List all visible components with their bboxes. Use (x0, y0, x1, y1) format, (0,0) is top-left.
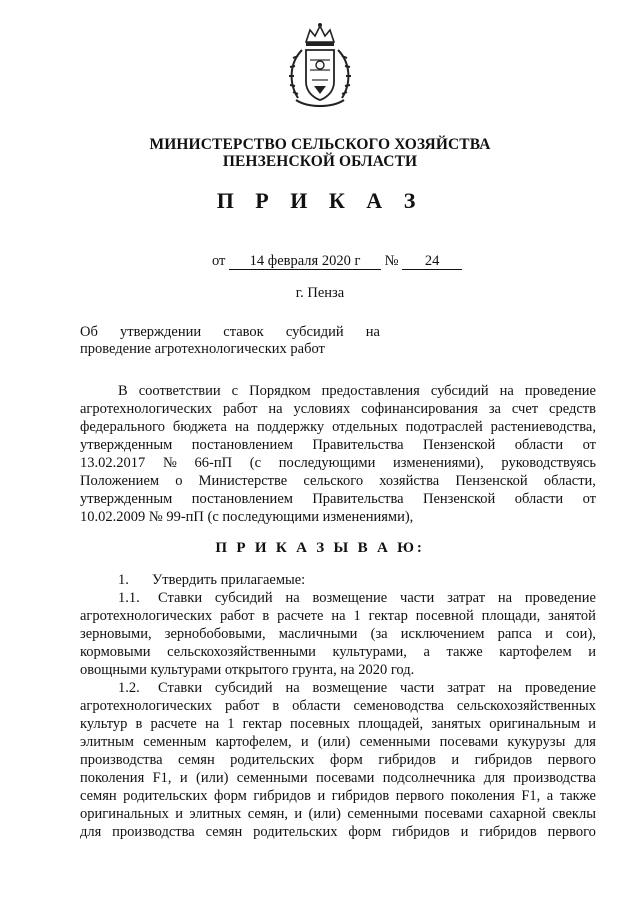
word: сои), (566, 626, 596, 642)
word: зернобобовыми, (164, 626, 266, 642)
word: также (446, 644, 483, 660)
coat-of-arms-icon (284, 20, 356, 110)
word: В (118, 383, 128, 399)
word: 13.02.2017 (80, 455, 146, 471)
word: кукурузы (507, 734, 566, 750)
word: гибридов (378, 752, 436, 768)
ministry-line-1: МИНИСТЕРСТВО СЕЛЬСКОГО ХОЗЯЙСТВА (149, 136, 491, 153)
word: Положением (80, 473, 160, 489)
subject-line-1 (80, 324, 380, 341)
preamble-line (80, 490, 596, 508)
word: хозяйства (379, 473, 440, 489)
item-1-2-line (80, 697, 596, 715)
word: утвержденным (80, 491, 173, 507)
preamble-line (80, 382, 596, 400)
word: (или) (317, 734, 351, 750)
word: руководствуясь (501, 455, 596, 471)
word: гибридов (392, 824, 450, 840)
word: первого (547, 824, 596, 840)
subject-word: ставок (223, 324, 264, 340)
word: первого (395, 788, 445, 804)
item-1-2-line (80, 733, 596, 751)
word: посевами (439, 734, 499, 750)
word: Пензенской (455, 473, 528, 489)
word: утвержденным (80, 437, 173, 453)
word: сельскохозяйственными (167, 644, 316, 660)
word: на (497, 680, 513, 696)
word: посевной (415, 608, 474, 624)
item-number: 1. (118, 572, 129, 588)
word: форм (329, 752, 363, 768)
item-first-line-text (158, 679, 596, 697)
word: агротехнологических (80, 401, 213, 417)
word: проведение (524, 590, 596, 606)
word: и (545, 626, 553, 642)
subject-word: Об (80, 324, 98, 340)
word: сахарной (489, 806, 546, 822)
word: работ (223, 401, 258, 417)
word: постановлением (191, 437, 293, 453)
item-1-2-line (80, 769, 596, 787)
document-subject (80, 324, 380, 358)
word: кормовыми (80, 644, 151, 660)
word: также (559, 788, 596, 804)
preamble-line: 10.02.2009 № 99-пП (с последующими изменениями), (80, 509, 414, 525)
word: проведение (524, 680, 596, 696)
word: поколения (80, 770, 145, 786)
word: от (582, 437, 596, 453)
item-1 (80, 571, 596, 589)
preamble-line (80, 400, 596, 418)
word: родительских (253, 824, 338, 840)
word: оригинальным (489, 716, 581, 732)
word: и (300, 734, 309, 750)
word: федерального (80, 419, 165, 435)
word: для (574, 734, 596, 750)
item-1-2-line (80, 787, 596, 805)
word: сельскохозяйственных (456, 698, 596, 714)
word: семенными (347, 806, 419, 822)
word: (за (370, 626, 388, 642)
word: семян (178, 752, 215, 768)
word: гибридов (331, 788, 390, 804)
word: поколения (450, 788, 515, 804)
date-prefix: от (212, 253, 226, 269)
word: элитным (80, 734, 134, 750)
word: части (400, 680, 435, 696)
word: Ставки (158, 590, 203, 606)
word: на (285, 680, 300, 696)
word: площади, (481, 608, 541, 624)
word: и (451, 752, 460, 768)
word: возмещение (312, 590, 388, 606)
word: элитных (189, 806, 242, 822)
document-number: 24 (402, 253, 462, 270)
word: на (499, 383, 514, 399)
preamble-line (80, 454, 596, 472)
word: Правительства (312, 491, 404, 507)
ministry-name (0, 136, 640, 170)
word: производства (513, 770, 596, 786)
word: отдельных (332, 419, 398, 435)
word: F1, (152, 770, 172, 786)
word: условиях (293, 401, 351, 417)
item-text: Утвердить прилагаемые: (152, 572, 306, 588)
word: семян, (247, 806, 289, 822)
item-1-1-line (80, 589, 596, 607)
word: агротехнологических (80, 698, 213, 714)
word: свеклы (552, 806, 596, 822)
word: посевами (424, 806, 483, 822)
item-1-2-line (80, 679, 596, 697)
word: с (231, 383, 239, 399)
word: средств (549, 401, 596, 417)
word: (с (249, 455, 262, 471)
word: родительских (123, 788, 208, 804)
word: расчете (150, 716, 197, 732)
subject-line-2: проведение агротехнологических работ (80, 341, 325, 357)
order-items (80, 571, 596, 841)
word: площадей, (358, 716, 424, 732)
word: гектар (242, 716, 282, 732)
word: рапса (497, 626, 532, 642)
word: затрат (447, 590, 486, 606)
word: соответствии (138, 383, 221, 399)
word: сельского (303, 473, 364, 489)
word: изменениями), (393, 455, 484, 471)
word: и (179, 770, 188, 786)
word: первого (547, 752, 596, 768)
word: семенными (236, 770, 308, 786)
word: субсидий (214, 680, 273, 696)
item-1-1-line: овощными культурами открытого грунта, на 2020 год. (80, 662, 415, 678)
word: а (423, 644, 430, 660)
word: семенными (359, 734, 431, 750)
word: области (514, 437, 564, 453)
word: картофелем (499, 644, 572, 660)
word: культурами, (332, 644, 407, 660)
preamble-line (80, 418, 596, 436)
order-heading: П Р И К А З Ы В А Ю: (215, 540, 425, 556)
word: (или) (308, 806, 341, 822)
word: субсидий (214, 590, 273, 606)
word: подотраслей (405, 419, 483, 435)
word: занятой (548, 608, 596, 624)
word: (или) (196, 770, 229, 786)
word: софинансирования (361, 401, 478, 417)
subject-word: субсидий (285, 324, 344, 340)
word: расчете (277, 608, 324, 624)
word: и (588, 716, 596, 732)
word: на (497, 590, 513, 606)
word: родительских (230, 752, 315, 768)
word: на (234, 419, 250, 435)
subject-word: утверждении (120, 324, 202, 340)
word: масличными (278, 626, 358, 642)
word: оригинальных (80, 806, 169, 822)
preamble-paragraph (80, 382, 596, 526)
word: производства (112, 824, 195, 840)
word: на (268, 401, 283, 417)
word: поддержку (257, 419, 325, 435)
item-1-1-line (80, 643, 596, 661)
word: на (204, 716, 220, 732)
ministry-line-2: ПЕНЗЕНСКОЙ ОБЛАСТИ (222, 153, 418, 170)
word: картофелем, (215, 734, 292, 750)
subject-word: на (365, 324, 380, 340)
item-1-1-line (80, 607, 596, 625)
word: гибридов (474, 752, 533, 768)
word: в (135, 716, 143, 732)
word: гибридов (479, 824, 537, 840)
item-1-1-line (80, 625, 596, 643)
word: занятых (431, 716, 482, 732)
document-type-title: П Р И К А З (216, 188, 424, 213)
word: области (514, 491, 564, 507)
word: на (285, 590, 300, 606)
word: F1, (521, 788, 541, 804)
date-number-line (212, 253, 462, 270)
word: и (588, 644, 596, 660)
word: форм (348, 824, 382, 840)
word: области, (543, 473, 596, 489)
number-prefix: № (384, 253, 399, 269)
word: работ (225, 698, 260, 714)
word: проведение (524, 383, 596, 399)
item-1-2-line (80, 823, 596, 841)
preamble-line (80, 472, 596, 490)
word: 1 (353, 608, 361, 624)
word: субсидий (430, 383, 489, 399)
word: семян (80, 788, 117, 804)
word: 1 (227, 716, 235, 732)
word: подсолнечника (382, 770, 476, 786)
item-1-2-line (80, 715, 596, 733)
word: агротехнологических (80, 608, 213, 624)
word: работ (220, 608, 255, 624)
word: счет (511, 401, 539, 417)
word: зерновыми, (80, 626, 152, 642)
item-first-line-text (158, 589, 596, 607)
word: производства (80, 752, 163, 768)
word: затрат (447, 680, 486, 696)
word: исключением (400, 626, 485, 642)
word: и (175, 806, 184, 822)
word: семян (205, 824, 243, 840)
word: для (483, 770, 506, 786)
word: за (488, 401, 501, 417)
preamble-line (80, 436, 596, 454)
word: растениеводства, (490, 419, 596, 435)
document-date: 14 февраля 2020 г (229, 253, 381, 270)
word: и (460, 824, 469, 840)
word: Министерстве (198, 473, 288, 489)
word: гектар (368, 608, 408, 624)
word: бюджета (172, 419, 227, 435)
word: о (175, 473, 183, 489)
word: постановлением (191, 491, 293, 507)
word: на (331, 608, 346, 624)
item-1-2-line (80, 805, 596, 823)
word: Правительства (312, 437, 404, 453)
word: области (292, 698, 341, 714)
item-number: 1.1. (118, 590, 140, 606)
city: г. Пенза (295, 285, 345, 301)
word: последующими (278, 455, 376, 471)
word: и (294, 806, 303, 822)
word: Пензенской (422, 491, 496, 507)
word: гибридов (253, 788, 311, 804)
item-number: 1.2. (118, 680, 140, 696)
word: а (546, 788, 554, 804)
word: посевных (289, 716, 350, 732)
word: культур (80, 716, 128, 732)
word: Ставки (158, 680, 203, 696)
word: семеноводства (353, 698, 444, 714)
word: в (272, 698, 280, 714)
word: возмещение (312, 680, 388, 696)
word: предоставления (321, 383, 420, 399)
word: 66-пП (194, 455, 233, 471)
word: Порядком (249, 383, 311, 399)
word: части (400, 590, 435, 606)
word: Пензенской (422, 437, 496, 453)
word: от (582, 491, 596, 507)
word: семенным (143, 734, 207, 750)
word: для (80, 824, 102, 840)
word: и (317, 788, 326, 804)
item-1-2-line (80, 751, 596, 769)
word: № (162, 455, 177, 471)
word: в (262, 608, 270, 624)
word: посевами (315, 770, 375, 786)
word: форм (214, 788, 247, 804)
